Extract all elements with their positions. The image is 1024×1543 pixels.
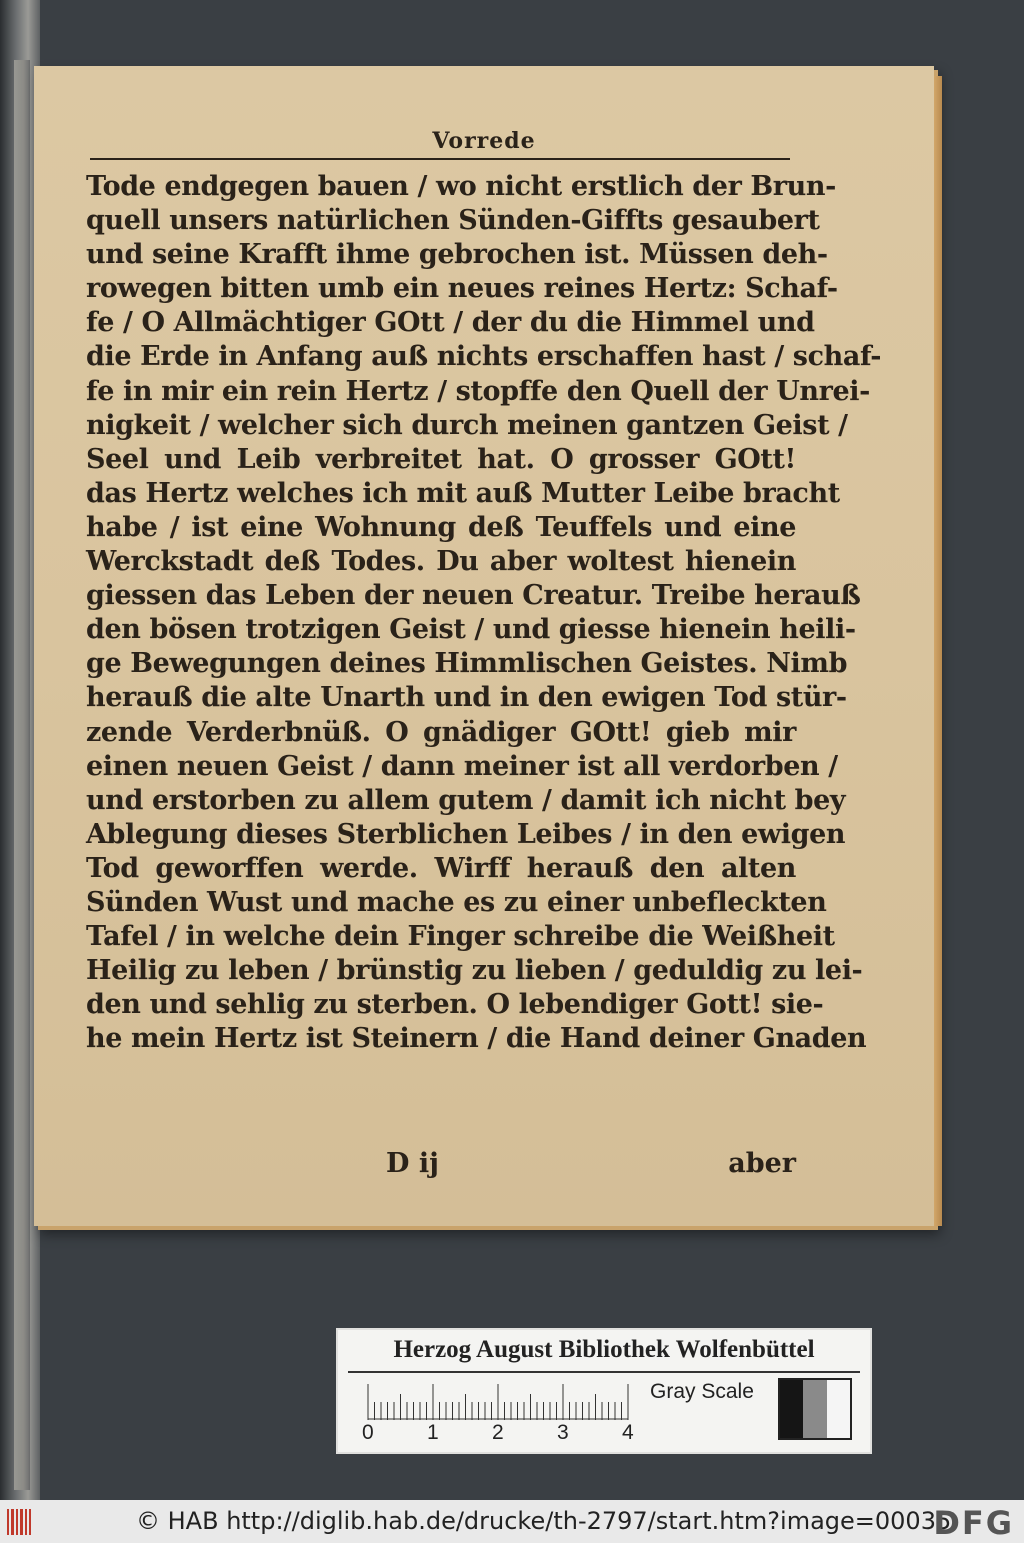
book-gutter	[14, 60, 30, 1490]
text-line: den bösen trotzigen Geist / und giesse hienein heili-	[86, 614, 856, 646]
text-line: quell unsers natürlichen Sünden-Giffts gesaubert	[86, 205, 820, 237]
ruler-labels	[364, 1421, 664, 1445]
ruler-label: 3	[557, 1421, 569, 1444]
running-head: Vorrede	[432, 128, 536, 154]
text-line: Werckstadt deß Todes. Du aber woltest hienein	[86, 546, 796, 578]
text-line: zende Verderbnüß. O gnädiger GOtt! gieb mir	[86, 716, 796, 748]
ruler-label: 1	[427, 1421, 439, 1444]
dfg-logo: DFG	[933, 1504, 1014, 1542]
text-line: fe in mir ein rein Hertz / stopffe den Quell der Unrei-	[86, 375, 870, 407]
text-line: Tode endgegen bauen / wo nicht erstlich der Brun-	[86, 171, 836, 202]
gray-scale-swatches	[778, 1378, 852, 1440]
header-rule	[90, 158, 790, 160]
text-line: und seine Krafft ihme gebrochen ist. Müssen deh-	[86, 239, 828, 271]
ruler-label: 2	[492, 1421, 504, 1444]
text-line: Tod geworffen werde. Wirff herauß den alten	[86, 852, 796, 884]
text-line: einen neuen Geist / dann meiner ist all verdorben /	[86, 750, 838, 782]
text-line: habe / ist eine Wohnung deß Teuffels und eine	[86, 511, 796, 543]
catchword: aber	[728, 1148, 796, 1179]
text-line: Tafel / in welche dein Finger schreibe die Weißheit	[86, 921, 835, 953]
text-line: giessen das Leben der neuen Creatur. Treibe herauß	[86, 580, 861, 612]
book-page	[34, 66, 934, 1226]
library-name: Herzog August Bibliothek Wolfenbüttel	[393, 1336, 815, 1363]
page-text	[86, 170, 882, 1056]
text-line: die Erde in Anfang auß nichts erschaffen hast / schaf-	[86, 341, 882, 373]
text-line: he mein Hertz ist Steinern / die Hand deiner Gnaden	[86, 1023, 867, 1055]
gray-swatch	[780, 1380, 803, 1438]
ruler-label: 0	[362, 1421, 374, 1444]
text-line: den und sehlig zu sterben. O lebendiger Gott! sie-	[86, 989, 824, 1021]
signature-mark: D ij	[386, 1148, 439, 1179]
copyright-link[interactable]: © HAB http://diglib.hab.de/drucke/th-2797/start.htm?image=00035	[136, 1507, 952, 1535]
gray-scale-label: Gray Scale	[650, 1380, 754, 1403]
ruler-label: 4	[622, 1421, 634, 1444]
text-line: nigkeit / welcher sich durch meinen gantzen Geist /	[86, 409, 848, 441]
text-line: das Hertz welches ich mit auß Mutter Leibe bracht	[86, 477, 840, 509]
text-line: Ablegung dieses Sterblichen Leibes / in den ewigen	[86, 818, 846, 850]
text-line: und erstorben zu allem gutem / damit ich nicht bey	[86, 784, 846, 816]
text-line: Seel und Leib verbreitet hat. O grosser GOtt!	[86, 443, 796, 475]
text-line: rowegen bitten umb ein neues reines Hertz: Schaf-	[86, 273, 838, 305]
gray-swatch	[803, 1380, 826, 1438]
text-line: herauß die alte Unarth und in den ewigen Tod stür-	[86, 682, 847, 714]
text-line: Sünden Wust und mache es zu einer unbefleckten	[86, 886, 827, 918]
text-line: fe / O Allmächtiger GOtt / der du die Himmel und	[86, 307, 815, 339]
ruler-ticks	[364, 1380, 634, 1420]
measurement-ruler	[364, 1380, 634, 1420]
viewer-footer	[0, 1500, 1024, 1543]
text-line: Heilig zu leben / brünstig zu lieben / geduldig zu lei-	[86, 955, 863, 987]
text-line: ge Bewegungen deines Himmlischen Geistes. Nimb	[86, 648, 848, 680]
calibration-card	[336, 1328, 872, 1454]
gray-swatch	[827, 1380, 850, 1438]
page-footer	[86, 1148, 796, 1182]
card-divider	[348, 1371, 860, 1373]
barcode-icon	[6, 1507, 32, 1537]
